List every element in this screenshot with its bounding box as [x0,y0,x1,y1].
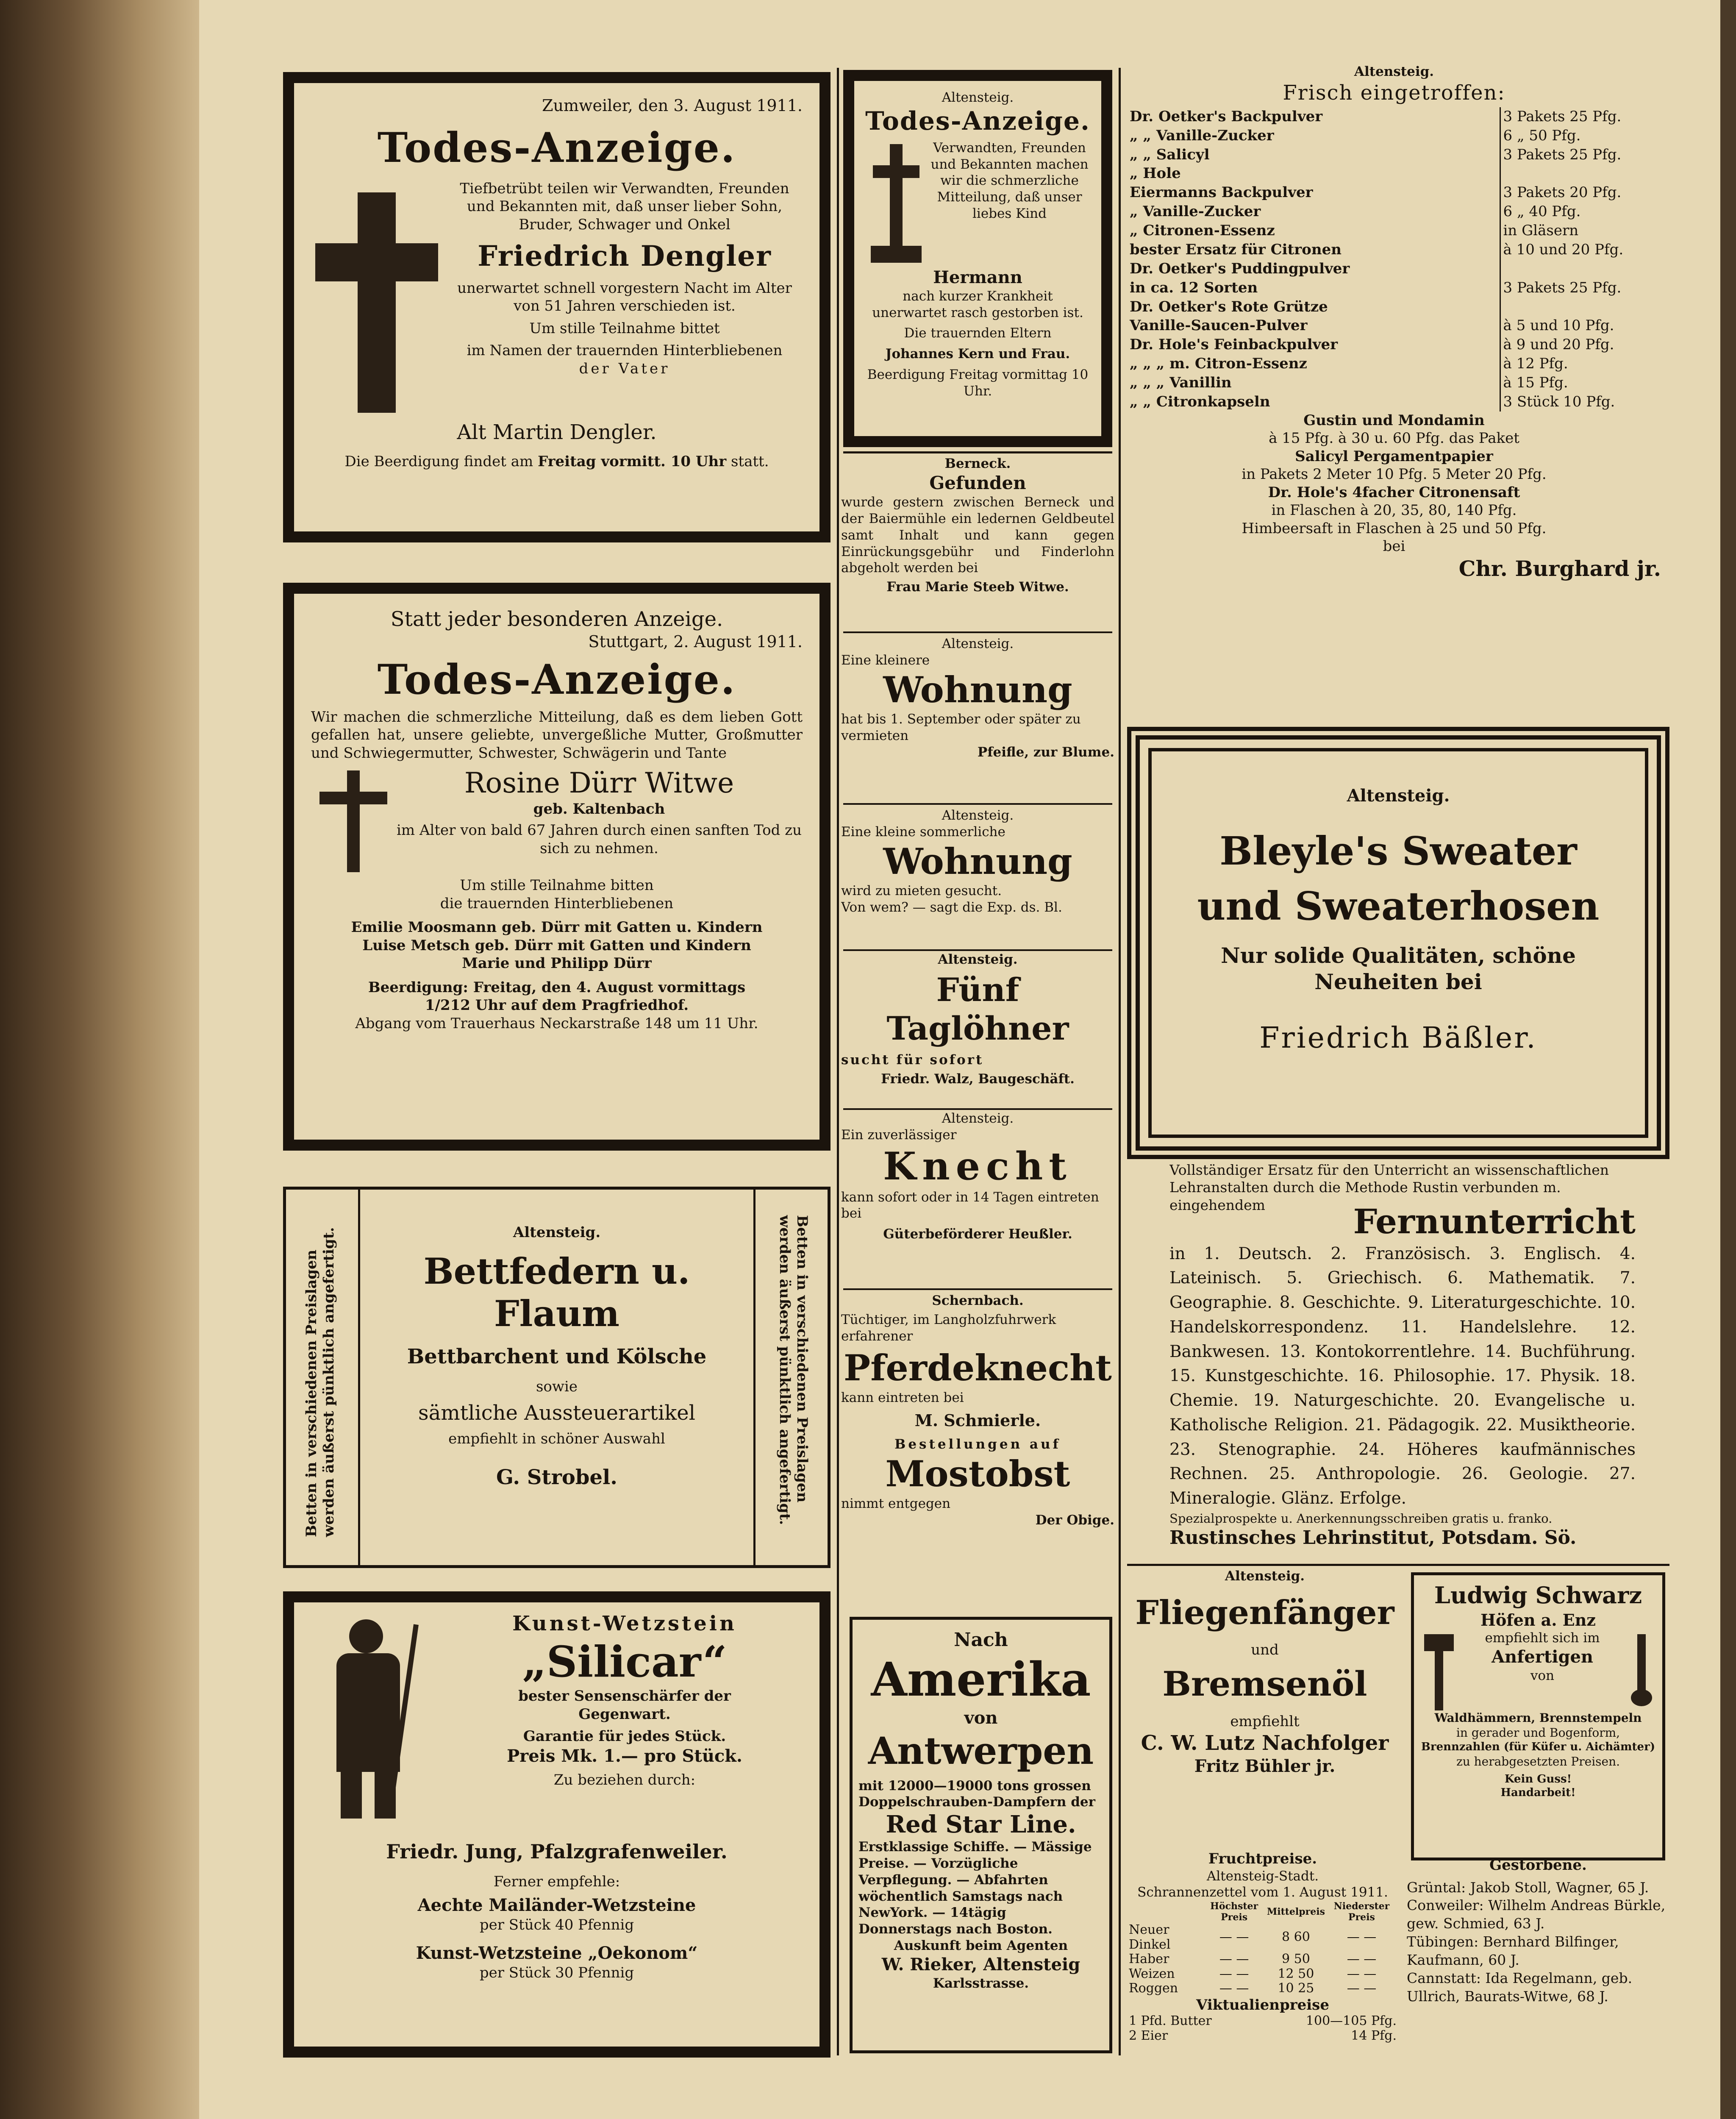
signer: Pfeifle, zur Blume. [977,744,1114,760]
price-row [1127,221,1661,240]
headline: Fünf Taglöhner [886,971,1069,1047]
line3: von [1530,1668,1555,1683]
line2: Bettbarchent und Kölsche [407,1345,707,1369]
price-row [1127,164,1661,183]
table-cell: — — [1347,1930,1377,1945]
line2: Anfertigen [1491,1646,1594,1667]
pre: Tüchtiger, im Langholzfuhrwerk erfahrener [841,1312,1056,1344]
price-row [1127,145,1661,164]
line7: Erstklassige Schiffe. — Mässige Preise. — Vorzügliche Verpflegung. — Abfahrten wöchentlich Samstags nach NewYork. — 14tägig Donnerstags nach Boston. [858,1839,1092,1937]
line10: Karlsstrasse. [933,1975,1029,1991]
line4: Antwerpen [868,1729,1094,1773]
line6: Preis Mk. 1.— pro Stück. [507,1746,742,1766]
table-cell: Neuer Dinkel [1129,1922,1171,1952]
price-value: 6 „ 40 Pfg. [1500,202,1661,221]
funeral-b: Freitag vormitt. 10 Uhr [538,453,727,470]
intro: Vollständiger Ersatz für den Unterricht an wissenschaftlichen Lehranstalten durch die Methode Rustin verbunden m. eingehendem [1169,1162,1609,1213]
line3: von [964,1708,998,1728]
price-item: „ „ Vanille-Zucker [1130,127,1274,144]
price-value: 3 Pakets 20 Pfg. [1500,183,1661,202]
price-row [1127,126,1661,145]
town: Höfen a. Enz [1480,1610,1596,1630]
signer: G. Strobel. [496,1466,617,1490]
price-value [1500,298,1661,317]
body: sucht für sofort [841,1052,984,1068]
line4: sämtliche Aussteuerartikel [418,1401,696,1425]
signer: Rustinsches Lehrinstitut, Potsdam. Sö. [1169,1527,1577,1549]
ad-red-star-line [850,1617,1112,2053]
subtitle: Schrannenzettel vom 1. August 1911. [1137,1885,1388,1900]
line2: Amerika [871,1652,1091,1707]
table-row [1127,2014,1398,2029]
ad-bleyle [1127,727,1669,1159]
request: Um stille Teilnahme bittet [529,320,720,337]
town: Altensteig. [513,1224,601,1241]
price-list [1127,107,1661,412]
line8: Friedr. Jung, Pfalzgrafenweiler. [386,1840,728,1863]
table-cell: Haber [1129,1952,1169,1966]
table-cell: 9 50 [1282,1952,1310,1966]
line2: „Silicar“ [522,1637,727,1687]
table-cell: Weizen [1129,1966,1175,1981]
price-item: Dr. Oetker's Rote Grütze [1130,298,1328,315]
price-item: Eiermanns Backpulver [1130,184,1313,201]
ad-bettfedern [283,1187,831,1568]
note: Spezialprospekte u. Anerkennungsschreiben gratis u. franko. [1169,1511,1553,1526]
paper-price: in Pakets 2 Meter 10 Pfg. 5 Meter 20 Pfg. [1242,466,1547,483]
intro: Verwandten, Freunden und Bekannten machen wir die schmerzliche Mitteilung, daß unser liebes Kind [930,140,1089,221]
town: Berneck. [944,456,1011,471]
line8: Kein Guss! [1504,1772,1572,1785]
price-row [1127,183,1661,202]
price-row [1127,240,1661,259]
pre: Eine kleinere [841,652,930,668]
price-item: „ „ „ Vanillin [1130,374,1232,391]
departure: Abgang vom Trauerhaus Neckarstraße 148 um 11 Uhr. [355,1015,758,1032]
line5: in gerader und Bogenform, [1456,1726,1620,1740]
funeral-a: Die Beerdigung findet am [344,453,533,470]
price-item: „ Vanille-Zucker [1130,203,1261,220]
table-cell: 14 Pfg. [1351,2028,1397,2043]
column-rule-2 [1119,68,1121,2055]
signer2: Der Obige. [1035,1512,1114,1528]
table-row [1127,2029,1398,2044]
price-row [1127,278,1661,298]
headline: Wohnung [883,840,1072,882]
brand-stamp-icon [1627,1630,1656,1710]
town: Altensteig. [1354,64,1434,79]
cross-icon [864,140,928,267]
line9: W. Rieker, Altensteig [881,1954,1080,1974]
table-cell: 8 60 [1282,1930,1310,1945]
table-cell: — — [1347,1981,1377,1996]
headline: Knecht [883,1143,1072,1189]
price-row [1127,373,1661,392]
price-item: „ „ Citronkapseln [1130,393,1270,410]
table-cell: — — [1219,1981,1249,1996]
column-header: Mittelpreis [1267,1906,1325,1917]
headline: Todes-Anzeige. [377,655,736,704]
town: Altensteig. [1347,786,1450,806]
obituary-kern [843,70,1112,447]
ad-tagloehner [841,951,1114,1110]
price-value: in Gläsern [1500,221,1661,240]
ad-pferdeknecht [841,1293,1114,1623]
funeral-b: 1/212 Uhr auf dem Pragfriedhof. [425,997,689,1014]
bei: bei [1383,538,1405,555]
deaths-list [1407,1856,1669,2055]
line1: empfiehlt sich im [1485,1630,1600,1646]
price-value: à 15 Pfg. [1500,373,1661,392]
line3: Nur solide Qualitäten, schöne Neuheiten bei [1221,943,1576,995]
line5: empfiehlt in schöner Auswahl [448,1430,665,1447]
headline: Pferdeknecht [844,1347,1112,1389]
signer: Alt Martin Dengler. [457,420,657,444]
signer: C. W. Lutz Nachfolger [1141,1731,1389,1755]
mourner-1: Emilie Moosmann geb. Dürr mit Gatten u. Kindern [351,919,763,936]
body: kann eintreten bei [841,1390,964,1406]
gustin: Gustin und Mondamin [1303,412,1485,429]
table-cell: 10 25 [1278,1981,1314,1996]
himbeer: Himbeersaft in Flaschen à 25 und 50 Pfg. [1242,520,1547,537]
line8: Auskunft beim Agenten [894,1938,1068,1953]
line10: Aechte Mailänder-Wetzsteine [417,1895,696,1915]
line9: Ferner empfehle: [493,1873,620,1890]
line4: Waldhämmern, Brennstempeln [1434,1711,1642,1725]
column-header [1127,1901,1201,1923]
grain-price-table [1127,1901,1398,1996]
intro: Tiefbetrübt teilen wir Verwandten, Freunden und Bekannten mit, daß unser lieber Sohn, Bruder, Schwager und Onkel [460,180,789,233]
line11: per Stück 40 Pfennig [479,1916,634,1933]
price-value: à 10 und 20 Pfg. [1500,240,1661,259]
citron-price: in Flaschen à 20, 35, 80, 140 Pfg. [1271,502,1517,519]
town: Altensteig. [942,1111,1014,1126]
top-line: Statt jeder besonderen Anzeige. [390,607,723,631]
price-row [1127,335,1661,354]
cross-icon [311,180,438,417]
citron: Dr. Hole's 4facher Citronensaft [1268,484,1520,501]
price-value: 6 „ 50 Pfg. [1500,126,1661,145]
price-value: 3 Pakets 25 Pfg. [1500,107,1661,126]
table-cell: 12 50 [1278,1966,1314,1981]
line9: Handarbeit! [1500,1786,1576,1799]
price-value [1500,259,1661,278]
price-row [1127,316,1661,335]
body: wurde gestern zwischen Berneck und der Baiermühle ein ledernen Geldbeutel samt Inhalt und kann gegen Einrückungsgebühr und Finderlohn abgeholt werden bei [841,495,1114,576]
gustin-price: à 15 Pfg. à 30 u. 60 Pfg. das Paket [1269,430,1519,447]
headline: Wohnung [883,668,1072,711]
scythe-man-illustration [303,1611,438,1823]
signer: Güterbeförderer Heußler. [883,1226,1072,1242]
table-cell: — — [1219,1952,1249,1966]
title: Fruchtpreise. [1208,1850,1317,1867]
table-cell: — — [1347,1966,1377,1981]
child-name: Hermann [933,267,1022,287]
pre: Eine kleine sommerliche [841,824,1005,840]
line13: per Stück 30 Pfennig [479,1964,634,1981]
table-row [1127,1923,1398,1952]
name: Ludwig Schwarz [1434,1582,1642,1609]
price-row [1127,202,1661,221]
signer: Friedrich Bäßler. [1259,1021,1537,1055]
body: nach kurzer Krankheit unerwartet rasch gestorben ist. [872,288,1083,320]
table-cell: — — [1347,1952,1377,1966]
table-row [1127,1967,1398,1982]
table-cell: 100—105 Pfg. [1305,2013,1397,2028]
table-cell: 2 Eier [1129,2028,1168,2043]
table-cell: — — [1219,1930,1249,1945]
price-item: Vanille-Saucen-Pulver [1130,317,1308,334]
line1: Nach [954,1629,1008,1651]
table-cell: — — [1219,1966,1249,1981]
table-cell: Roggen [1129,1981,1178,1996]
line3: Bremsenöl [1162,1663,1367,1704]
signer: M. Schmierle. [914,1410,1041,1430]
price-item: Dr. Oetker's Puddingpulver [1130,260,1350,277]
ad-wohnung-gesucht [841,807,1114,951]
price-item: in ca. 12 Sorten [1130,279,1258,296]
side-note-right: Betten in verschiedenen Preislagen werden äußerst pünktlich angefertigt. [776,1215,811,1525]
line7: zu herabgesetzten Preisen. [1456,1754,1620,1769]
body: im Alter von bald 67 Jahren durch einen sanften Tod zu sich zu nehmen. [397,822,802,857]
body: wird zu mieten gesucht. [841,883,1002,899]
column-header: Höchster Preis [1210,1901,1258,1923]
price-row [1127,392,1661,412]
parents: Johannes Kern und Frau. [885,346,1070,362]
query: Von wem? — sagt die Exp. ds. Bl. [841,900,1062,915]
price-item: Dr. Oetker's Backpulver [1130,108,1323,125]
price-value [1500,164,1661,183]
line1: Kunst-Wetzstein [512,1612,737,1635]
price-row [1127,354,1661,373]
ad-knecht [841,1110,1114,1280]
signer2: Fritz Bühler jr. [1194,1756,1336,1777]
line1: Bleyle's Sweater [1219,828,1577,874]
ad-ludwig-schwarz [1411,1572,1665,1860]
obituary-dengler [283,72,831,542]
product: Mostobst [885,1453,1070,1495]
town: Altensteig-Stadt. [1206,1868,1319,1884]
hammer-icon [1420,1630,1458,1710]
town: Altensteig. [942,808,1014,823]
headline: Todes-Anzeige. [377,123,736,172]
intro: Wir machen die schmerzliche Mitteilung, daß es dem lieben Gott gefallen hat, unsere geliebte, unvergeßliche Mutter, Großmutter und Schwiegermutter, Schwester, Schwägerin und Tante [311,708,803,762]
ad-wohnung-vermieten [841,636,1114,805]
price-row [1127,298,1661,317]
price-value: 3 Pakets 25 Pfg. [1500,278,1661,298]
price-item: „ „ „ m. Citron-Essenz [1130,355,1307,373]
request: Um stille Teilnahme bitten [460,877,654,894]
line3: bester Sensenschärfer der [518,1688,731,1705]
floral-cross-icon [311,766,396,876]
ad-rustin-fernunterricht [1169,1161,1636,1560]
list-item: Tübingen: Bernhard Bilfinger, Kaufmann, 60 J. [1407,1933,1619,1969]
signer: Chr. Burghard jr. [1458,556,1661,581]
ad-frisch-eingetroffen [1127,64,1661,716]
table-cell: 1 Pfd. Butter [1129,2013,1212,2028]
line1: Fliegenfänger [1135,1593,1394,1632]
column-rule-1 [837,68,839,2055]
price-item: „ Hole [1130,165,1181,182]
price-item: „ „ Salicyl [1130,146,1210,163]
column-header: Niederster Preis [1333,1901,1390,1923]
town: Altensteig. [942,90,1014,105]
price-item: Dr. Hole's Feinbackpulver [1130,336,1338,353]
price-value: à 9 und 20 Pfg. [1500,335,1661,354]
headline: Todes-Anzeige. [865,106,1090,136]
born: geb. Kaltenbach [533,800,665,818]
side-note-left: Betten in verschiedenen Preislagen werden äußerst pünktlich angefertigt. [303,1227,337,1537]
list-item: Grüntal: Jakob Stoll, Wagner, 65 J. [1407,1879,1649,1896]
headline: Gefunden [929,472,1026,493]
funeral-c: statt. [731,453,769,470]
town: Schernbach. [932,1293,1024,1308]
pre: Ein zuverlässiger [841,1127,957,1143]
line2: und [1251,1641,1279,1659]
paper: Salicyl Pergamentpapier [1295,448,1493,465]
ad-fliegenfaenger [1127,1568,1403,1850]
mourners: Die trauernden Eltern [904,325,1052,341]
line5: Garantie für jedes Stück. [523,1728,726,1745]
line2: und Sweaterhosen [1197,883,1600,929]
line5: mit 12000—19000 tons grossen Doppelschrauben-Dampfern der [858,1778,1095,1810]
price-value: à 5 und 10 Pfg. [1500,316,1661,335]
body: kann sofort oder in 14 Tagen eintreten bei [841,1189,1099,1221]
line4: Gegenwart. [578,1705,671,1723]
line12: Kunst-Wetzsteine „Oekonom“ [416,1943,698,1963]
line7: Zu beziehen durch: [553,1771,696,1788]
signer: Friedr. Walz, Baugeschäft. [881,1071,1075,1087]
list-item: Conweiler: Wilhelm Andreas Bürkle, gew. Schmied, 63 J. [1407,1897,1666,1932]
ad-gefunden [841,456,1114,634]
town: Altensteig. [938,952,1018,967]
behalf: im Namen der trauernden Hinterbliebenen [467,342,783,359]
mourner-2: Luise Metsch geb. Dürr mit Gatten und Kindern [362,937,751,954]
market-prices [1127,1850,1398,2055]
headline: Fernunterricht [1353,1201,1636,1241]
line3: sowie [536,1378,578,1396]
book-binding [0,0,199,2119]
table-row [1127,1981,1398,1996]
price-item: „ Citronen-Essenz [1130,222,1275,239]
town: Altensteig. [1225,1568,1305,1584]
list-item: Cannstatt: Ida Regelmann, geb. Ullrich, Baurats-Witwe, 68 J. [1407,1969,1633,2005]
title: Gestorbene. [1489,1857,1587,1874]
page-edge [1720,0,1736,2119]
line4: empfiehlt [1230,1713,1300,1730]
funeral-a: Beerdigung: Freitag, den 4. August vormittags [368,979,746,996]
price-row [1127,259,1661,278]
dateline: Zumweiler, den 3. August 1911. [542,96,803,115]
town: Altensteig. [942,636,1014,651]
victual-price-table [1127,2014,1398,2043]
price-value: 3 Stück 10 Pfg. [1500,392,1661,412]
line1: Bettfedern u. Flaum [423,1250,690,1335]
role: der Vater [579,360,670,377]
price-item: bester Ersatz für Citronen [1130,241,1342,258]
signer: Frau Marie Steeb Witwe. [886,579,1069,595]
accept: nimmt entgegen [841,1496,951,1511]
price-value: 3 Pakets 25 Pfg. [1500,145,1661,164]
headline: Frisch eingetroffen: [1283,81,1505,105]
line6: Brennzahlen (für Küfer u. Aichämter) [1421,1741,1655,1753]
deceased-name: Rosine Dürr Witwe [464,767,734,800]
obituary-duerr [283,583,831,1151]
ad-silicar [283,1591,831,2058]
order: Bestellungen auf [894,1437,1061,1452]
mourners: die trauernden Hinterbliebenen [440,895,674,912]
v-title: Viktualienpreise [1196,1996,1329,2013]
body: hat bis 1. September oder später zu vermieten [841,712,1081,744]
line6: Red Star Line. [886,1810,1076,1839]
price-row [1127,107,1661,126]
price-value: à 12 Pfg. [1500,354,1661,373]
body: in 1. Deutsch. 2. Französisch. 3. Englisch. 4. Lateinisch. 5. Griechisch. 6. Mathematik. 7. Geographie. 8. Geschichte. 9. Literaturgeschichte. 10. Handelskorrespondenz. 11. Handelslehre. 12. Bankwesen. 13. Kontokorrentlehre. 14. Buchführung. 15. Kunstgeschichte. 16. Philosophie. 17. Physik. 18. Chemie. 19. Naturgeschichte. 20. Evangelische u. Katholische Religion. 21. Pädagogik. 22. Musiktheorie. 23. Stenographie. 24. Höheres kaufmännisches Rechnen. 25. Anthropologie. 26. Geologie. 27. Mineralogie. Glänz. Erfolge. [1169,1244,1636,1508]
funeral: Beerdigung Freitag vormittag 10 Uhr. [867,367,1089,399]
dateline: Stuttgart, 2. August 1911. [588,632,803,651]
deceased-name: Friedrich Dengler [478,239,772,273]
body: unerwartet schnell vorgestern Nacht im Alter von 51 Jahren verschieden ist. [457,279,792,315]
table-row [1127,1952,1398,1967]
mourner-3: Marie und Philipp Dürr [462,955,652,972]
